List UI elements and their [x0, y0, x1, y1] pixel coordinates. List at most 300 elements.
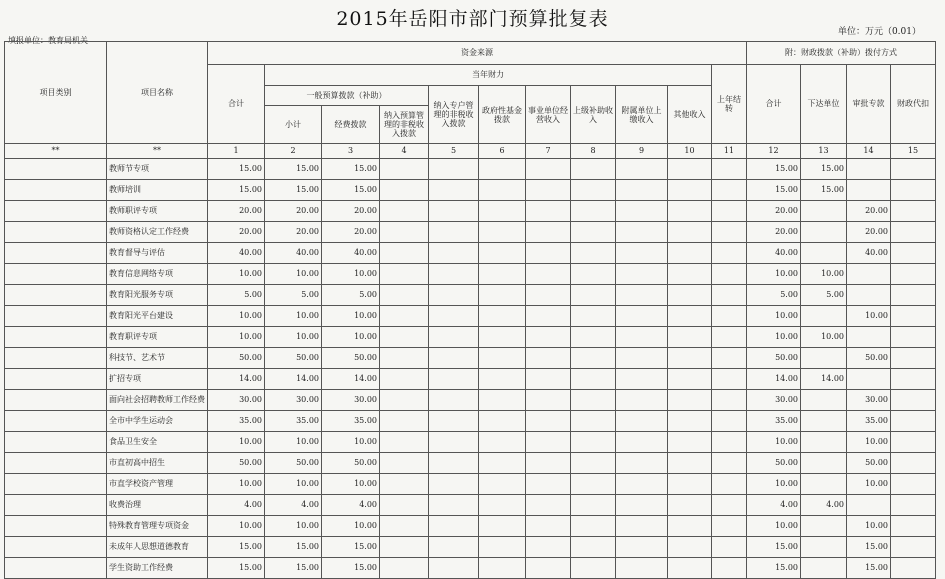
pay-sub-unit-cell: 14.00	[801, 369, 847, 390]
prior-balance-cell	[712, 453, 747, 474]
index-cell: 13	[801, 144, 847, 159]
pay-total-cell: 10.00	[747, 327, 801, 348]
gov-fund-cell	[479, 390, 526, 411]
pay-total-cell: 10.00	[747, 432, 801, 453]
gov-fund-cell	[479, 453, 526, 474]
gov-fund-cell	[479, 201, 526, 222]
expense-grant-cell: 30.00	[322, 390, 380, 411]
total-cell: 50.00	[208, 348, 265, 369]
special-nontax-cell	[429, 243, 479, 264]
other-income-cell	[668, 495, 712, 516]
special-nontax-cell	[429, 201, 479, 222]
table-row	[5, 537, 936, 558]
business-income-cell	[526, 243, 571, 264]
header-name: 项目名称	[107, 42, 208, 144]
pay-sub-unit-cell	[801, 348, 847, 369]
category-cell	[5, 264, 107, 285]
project-name: 未成年人思想道德教育	[107, 537, 208, 558]
project-name: 特殊教育管理专项资金	[107, 516, 208, 537]
affiliated-income-cell	[616, 516, 668, 537]
affiliated-income-cell	[616, 285, 668, 306]
other-income-cell	[668, 558, 712, 579]
expense-grant-cell: 35.00	[322, 411, 380, 432]
other-income-cell	[668, 390, 712, 411]
special-nontax-cell	[429, 285, 479, 306]
budget-nontax-cell	[380, 558, 429, 579]
table-row	[5, 558, 936, 579]
pay-sub-unit-cell	[801, 201, 847, 222]
category-cell	[5, 348, 107, 369]
other-income-cell	[668, 474, 712, 495]
table-row	[5, 285, 936, 306]
gov-fund-cell	[479, 180, 526, 201]
business-income-cell	[526, 201, 571, 222]
total-cell: 10.00	[208, 327, 265, 348]
other-income-cell	[668, 348, 712, 369]
other-income-cell	[668, 264, 712, 285]
index-cell: 6	[479, 144, 526, 159]
prior-balance-cell	[712, 201, 747, 222]
category-cell	[5, 180, 107, 201]
superior-subsidy-cell	[571, 453, 616, 474]
category-cell	[5, 432, 107, 453]
expense-grant-cell: 10.00	[322, 327, 380, 348]
pay-total-cell: 10.00	[747, 516, 801, 537]
budget-nontax-cell	[380, 516, 429, 537]
pay-total-cell: 35.00	[747, 411, 801, 432]
affiliated-income-cell	[616, 159, 668, 180]
affiliated-income-cell	[616, 180, 668, 201]
other-income-cell	[668, 327, 712, 348]
superior-subsidy-cell	[571, 495, 616, 516]
table-row	[5, 180, 936, 201]
affiliated-income-cell	[616, 411, 668, 432]
gov-fund-cell	[479, 537, 526, 558]
pay-sub-unit-cell: 15.00	[801, 159, 847, 180]
header-business-income: 事业单位经营收入	[526, 86, 571, 144]
pay-sub-unit-cell	[801, 516, 847, 537]
header-pay-agent: 财政代扣	[891, 65, 936, 144]
expense-grant-cell: 40.00	[322, 243, 380, 264]
expense-grant-cell: 10.00	[322, 432, 380, 453]
superior-subsidy-cell	[571, 558, 616, 579]
special-nontax-cell	[429, 495, 479, 516]
category-cell	[5, 306, 107, 327]
prior-balance-cell	[712, 411, 747, 432]
expense-grant-cell: 10.00	[322, 516, 380, 537]
other-income-cell	[668, 537, 712, 558]
table-row	[5, 306, 936, 327]
pay-agent-cell	[891, 474, 936, 495]
total-cell: 10.00	[208, 432, 265, 453]
superior-subsidy-cell	[571, 222, 616, 243]
superior-subsidy-cell	[571, 537, 616, 558]
expense-grant-cell: 15.00	[322, 159, 380, 180]
project-name: 教育信息网络专项	[107, 264, 208, 285]
subtotal-cell: 10.00	[265, 306, 322, 327]
budget-nontax-cell	[380, 369, 429, 390]
pay-approval-cell: 15.00	[847, 537, 891, 558]
gov-fund-cell	[479, 159, 526, 180]
header-category: 项目类别	[5, 42, 107, 144]
affiliated-income-cell	[616, 222, 668, 243]
category-cell	[5, 453, 107, 474]
table-row	[5, 516, 936, 537]
prior-balance-cell	[712, 558, 747, 579]
index-cell: 2	[265, 144, 322, 159]
pay-sub-unit-cell: 5.00	[801, 285, 847, 306]
category-cell	[5, 516, 107, 537]
affiliated-income-cell	[616, 453, 668, 474]
pay-agent-cell	[891, 306, 936, 327]
pay-sub-unit-cell: 10.00	[801, 327, 847, 348]
gov-fund-cell	[479, 369, 526, 390]
affiliated-income-cell	[616, 390, 668, 411]
budget-nontax-cell	[380, 474, 429, 495]
table-row	[5, 222, 936, 243]
business-income-cell	[526, 411, 571, 432]
budget-nontax-cell	[380, 201, 429, 222]
project-name: 面向社会招聘教师工作经费	[107, 390, 208, 411]
pay-agent-cell	[891, 159, 936, 180]
index-cell: 11	[712, 144, 747, 159]
special-nontax-cell	[429, 474, 479, 495]
other-income-cell	[668, 243, 712, 264]
superior-subsidy-cell	[571, 285, 616, 306]
header-pay-total: 合计	[747, 65, 801, 144]
budget-nontax-cell	[380, 222, 429, 243]
subtotal-cell: 20.00	[265, 201, 322, 222]
expense-grant-cell: 10.00	[322, 264, 380, 285]
total-cell: 30.00	[208, 390, 265, 411]
superior-subsidy-cell	[571, 411, 616, 432]
pay-approval-cell: 30.00	[847, 390, 891, 411]
special-nontax-cell	[429, 264, 479, 285]
expense-grant-cell: 4.00	[322, 495, 380, 516]
pay-sub-unit-cell	[801, 390, 847, 411]
project-name: 市直初高中招生	[107, 453, 208, 474]
pay-sub-unit-cell	[801, 537, 847, 558]
index-cell: 7	[526, 144, 571, 159]
subtotal-cell: 15.00	[265, 180, 322, 201]
gov-fund-cell	[479, 306, 526, 327]
pay-total-cell: 4.00	[747, 495, 801, 516]
special-nontax-cell	[429, 180, 479, 201]
subtotal-cell: 10.00	[265, 474, 322, 495]
index-cell: 14	[847, 144, 891, 159]
total-cell: 50.00	[208, 453, 265, 474]
gov-fund-cell	[479, 222, 526, 243]
header-prior-balance: 上年结转	[712, 65, 747, 144]
header-pay-approval: 审批专款	[847, 65, 891, 144]
table-row	[5, 327, 936, 348]
pay-total-cell: 15.00	[747, 558, 801, 579]
subtotal-cell: 10.00	[265, 516, 322, 537]
expense-grant-cell: 20.00	[322, 222, 380, 243]
project-name: 教师培训	[107, 180, 208, 201]
pay-agent-cell	[891, 453, 936, 474]
gov-fund-cell	[479, 264, 526, 285]
subtotal-cell: 10.00	[265, 327, 322, 348]
project-name: 教师职评专项	[107, 201, 208, 222]
prior-balance-cell	[712, 390, 747, 411]
subtotal-cell: 4.00	[265, 495, 322, 516]
pay-agent-cell	[891, 537, 936, 558]
table-row	[5, 369, 936, 390]
pay-total-cell: 40.00	[747, 243, 801, 264]
expense-grant-cell: 5.00	[322, 285, 380, 306]
pay-total-cell: 15.00	[747, 159, 801, 180]
gov-fund-cell	[479, 558, 526, 579]
business-income-cell	[526, 348, 571, 369]
pay-sub-unit-cell: 4.00	[801, 495, 847, 516]
budget-nontax-cell	[380, 306, 429, 327]
prior-balance-cell	[712, 264, 747, 285]
business-income-cell	[526, 495, 571, 516]
business-income-cell	[526, 516, 571, 537]
subtotal-cell: 50.00	[265, 453, 322, 474]
other-income-cell	[668, 285, 712, 306]
prior-balance-cell	[712, 432, 747, 453]
other-income-cell	[668, 411, 712, 432]
pay-agent-cell	[891, 516, 936, 537]
pay-agent-cell	[891, 558, 936, 579]
expense-grant-cell: 14.00	[322, 369, 380, 390]
category-cell	[5, 495, 107, 516]
superior-subsidy-cell	[571, 348, 616, 369]
budget-nontax-cell	[380, 180, 429, 201]
prior-balance-cell	[712, 306, 747, 327]
pay-approval-cell: 50.00	[847, 453, 891, 474]
pay-sub-unit-cell	[801, 411, 847, 432]
header-total: 合计	[208, 65, 265, 144]
pay-total-cell: 10.00	[747, 306, 801, 327]
business-income-cell	[526, 159, 571, 180]
special-nontax-cell	[429, 390, 479, 411]
other-income-cell	[668, 453, 712, 474]
superior-subsidy-cell	[571, 432, 616, 453]
category-cell	[5, 159, 107, 180]
affiliated-income-cell	[616, 201, 668, 222]
category-cell	[5, 243, 107, 264]
expense-grant-cell: 50.00	[322, 453, 380, 474]
table-row	[5, 264, 936, 285]
pay-total-cell: 10.00	[747, 474, 801, 495]
pay-approval-cell: 10.00	[847, 432, 891, 453]
total-cell: 15.00	[208, 537, 265, 558]
pay-sub-unit-cell	[801, 474, 847, 495]
index-cell: 4	[380, 144, 429, 159]
pay-total-cell: 15.00	[747, 180, 801, 201]
prior-balance-cell	[712, 348, 747, 369]
pay-agent-cell	[891, 264, 936, 285]
budget-nontax-cell	[380, 264, 429, 285]
other-income-cell	[668, 159, 712, 180]
special-nontax-cell	[429, 453, 479, 474]
category-cell	[5, 390, 107, 411]
pay-approval-cell	[847, 180, 891, 201]
other-income-cell	[668, 432, 712, 453]
expense-grant-cell: 15.00	[322, 537, 380, 558]
budget-nontax-cell	[380, 243, 429, 264]
pay-agent-cell	[891, 222, 936, 243]
budget-nontax-cell	[380, 285, 429, 306]
gov-fund-cell	[479, 411, 526, 432]
budget-nontax-cell	[380, 327, 429, 348]
pay-sub-unit-cell	[801, 453, 847, 474]
gov-fund-cell	[479, 243, 526, 264]
superior-subsidy-cell	[571, 180, 616, 201]
subtotal-cell: 35.00	[265, 411, 322, 432]
category-cell	[5, 285, 107, 306]
special-nontax-cell	[429, 348, 479, 369]
gov-fund-cell	[479, 285, 526, 306]
pay-total-cell: 10.00	[747, 264, 801, 285]
pay-approval-cell: 10.00	[847, 516, 891, 537]
pay-approval-cell: 50.00	[847, 348, 891, 369]
project-name: 食品卫生安全	[107, 432, 208, 453]
filing-unit: 填报单位：教育局机关	[8, 36, 88, 45]
project-name: 教育职评专项	[107, 327, 208, 348]
budget-nontax-cell	[380, 432, 429, 453]
prior-balance-cell	[712, 516, 747, 537]
prior-balance-cell	[712, 159, 747, 180]
other-income-cell	[668, 180, 712, 201]
pay-approval-cell: 40.00	[847, 243, 891, 264]
index-cell: **	[107, 144, 208, 159]
total-cell: 10.00	[208, 306, 265, 327]
superior-subsidy-cell	[571, 264, 616, 285]
index-cell: 15	[891, 144, 936, 159]
pay-sub-unit-cell	[801, 222, 847, 243]
category-cell	[5, 201, 107, 222]
budget-nontax-cell	[380, 537, 429, 558]
affiliated-income-cell	[616, 537, 668, 558]
prior-balance-cell	[712, 222, 747, 243]
total-cell: 15.00	[208, 159, 265, 180]
total-cell: 15.00	[208, 558, 265, 579]
total-cell: 14.00	[208, 369, 265, 390]
pay-total-cell: 14.00	[747, 369, 801, 390]
pay-agent-cell	[891, 201, 936, 222]
special-nontax-cell	[429, 159, 479, 180]
index-cell: 3	[322, 144, 380, 159]
affiliated-income-cell	[616, 306, 668, 327]
pay-agent-cell	[891, 390, 936, 411]
superior-subsidy-cell	[571, 474, 616, 495]
header-funding-source: 资金来源	[208, 42, 747, 65]
index-cell: 10	[668, 144, 712, 159]
superior-subsidy-cell	[571, 327, 616, 348]
prior-balance-cell	[712, 495, 747, 516]
index-cell: 9	[616, 144, 668, 159]
expense-grant-cell: 15.00	[322, 558, 380, 579]
pay-agent-cell	[891, 285, 936, 306]
pay-approval-cell	[847, 495, 891, 516]
header-pay-sub-unit: 下达单位	[801, 65, 847, 144]
project-name: 科技节、艺术节	[107, 348, 208, 369]
project-name: 收费治理	[107, 495, 208, 516]
affiliated-income-cell	[616, 243, 668, 264]
subtotal-cell: 5.00	[265, 285, 322, 306]
special-nontax-cell	[429, 327, 479, 348]
project-name: 扩招专项	[107, 369, 208, 390]
prior-balance-cell	[712, 474, 747, 495]
header-superior-subsidy: 上级补助收入	[571, 86, 616, 144]
business-income-cell	[526, 537, 571, 558]
prior-balance-cell	[712, 327, 747, 348]
prior-balance-cell	[712, 369, 747, 390]
pay-approval-cell: 20.00	[847, 222, 891, 243]
project-name: 教师资格认定工作经费	[107, 222, 208, 243]
pay-approval-cell: 35.00	[847, 411, 891, 432]
header-general-budget: 一般预算拨款（补助）	[265, 86, 429, 106]
superior-subsidy-cell	[571, 516, 616, 537]
special-nontax-cell	[429, 537, 479, 558]
budget-table	[4, 41, 936, 579]
header-payment-method: 附：财政拨款（补助）拨付方式	[747, 42, 936, 65]
table-row	[5, 495, 936, 516]
pay-total-cell: 15.00	[747, 537, 801, 558]
business-income-cell	[526, 264, 571, 285]
category-cell	[5, 411, 107, 432]
pay-approval-cell	[847, 285, 891, 306]
project-name: 市直学校资产管理	[107, 474, 208, 495]
business-income-cell	[526, 180, 571, 201]
pay-approval-cell: 15.00	[847, 558, 891, 579]
pay-approval-cell	[847, 264, 891, 285]
pay-agent-cell	[891, 432, 936, 453]
pay-total-cell: 30.00	[747, 390, 801, 411]
special-nontax-cell	[429, 516, 479, 537]
business-income-cell	[526, 474, 571, 495]
superior-subsidy-cell	[571, 369, 616, 390]
table-row	[5, 474, 936, 495]
affiliated-income-cell	[616, 327, 668, 348]
affiliated-income-cell	[616, 264, 668, 285]
category-cell	[5, 222, 107, 243]
superior-subsidy-cell	[571, 243, 616, 264]
business-income-cell	[526, 306, 571, 327]
business-income-cell	[526, 369, 571, 390]
table-row	[5, 411, 936, 432]
pay-total-cell: 20.00	[747, 222, 801, 243]
pay-total-cell: 50.00	[747, 453, 801, 474]
expense-grant-cell: 10.00	[322, 474, 380, 495]
pay-agent-cell	[891, 369, 936, 390]
header-expense-grant: 经费拨款	[322, 106, 380, 144]
index-row	[5, 144, 936, 159]
pay-sub-unit-cell	[801, 306, 847, 327]
pay-agent-cell	[891, 495, 936, 516]
project-name: 教师节专项	[107, 159, 208, 180]
other-income-cell	[668, 222, 712, 243]
gov-fund-cell	[479, 495, 526, 516]
category-cell	[5, 558, 107, 579]
pay-agent-cell	[891, 243, 936, 264]
total-cell: 40.00	[208, 243, 265, 264]
total-cell: 4.00	[208, 495, 265, 516]
pay-agent-cell	[891, 411, 936, 432]
total-cell: 20.00	[208, 222, 265, 243]
header-other-income: 其他收入	[668, 86, 712, 144]
index-cell: 1	[208, 144, 265, 159]
gov-fund-cell	[479, 327, 526, 348]
table-row	[5, 432, 936, 453]
table-row	[5, 390, 936, 411]
special-nontax-cell	[429, 432, 479, 453]
total-cell: 10.00	[208, 474, 265, 495]
